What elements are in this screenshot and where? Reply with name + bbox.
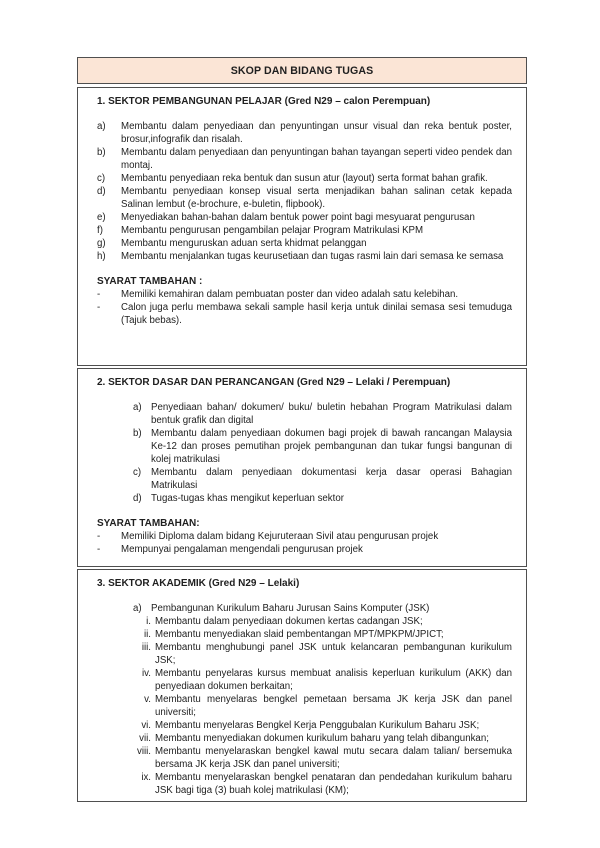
list-item bbox=[97, 250, 512, 263]
list-item-text: Membantu dalam penyediaan dokumentasi kerja dasar operasi Bahagian Matrikulasi bbox=[151, 467, 512, 491]
sublist-item-text: Membantu menyelaraskan bengkel kawal mutu secara dalam talian/ bersemuka bersama JK kerja JSK dan panel universiti; bbox=[155, 746, 512, 770]
sublist-item bbox=[133, 771, 512, 797]
list-marker: a) bbox=[133, 402, 142, 413]
sublist-item bbox=[133, 615, 512, 628]
sublist-item bbox=[133, 719, 512, 732]
list-item bbox=[133, 427, 512, 466]
task-list bbox=[97, 120, 512, 263]
additional-requirements-title: SYARAT TAMBAHAN : bbox=[97, 276, 203, 287]
requirement-item-text: Mempunyai pengalaman mengendali pengurusan projek bbox=[121, 544, 363, 555]
list-item-text: Membantu menguruskan aduan serta khidmat pelanggan bbox=[121, 238, 367, 249]
requirement-item bbox=[97, 543, 512, 556]
sublist-item-text: Membantu penyelaras kursus membuat analisis keperluan kurikulum (AKK) dan penyediaan dokumen berkaitan; bbox=[155, 668, 512, 692]
section-1 bbox=[77, 87, 527, 366]
sublist-marker: v. bbox=[144, 694, 151, 705]
section-title: 2. SEKTOR DASAR DAN PERANCANGAN (Gred N29 – Lelaki / Perempuan) bbox=[97, 377, 451, 388]
requirement-item bbox=[97, 301, 512, 327]
table-body bbox=[77, 87, 527, 802]
sublist-item bbox=[133, 667, 512, 693]
list-item bbox=[97, 172, 512, 185]
sublist-item bbox=[133, 732, 512, 745]
sublist-item-text: Membantu menghubungi panel JSK untuk kelancaran pembangunan kurikulum JSK; bbox=[155, 642, 512, 666]
sublist-item-text: Membantu menyediakan dokumen kurikulum baharu yang telah dibangunkan; bbox=[155, 733, 489, 744]
sublist-marker: ix. bbox=[141, 772, 151, 783]
sublist-item bbox=[133, 693, 512, 719]
table-title: SKOP DAN BIDANG TUGAS bbox=[230, 64, 374, 77]
dash-marker: - bbox=[97, 544, 101, 555]
sublist-marker: iv. bbox=[142, 668, 151, 679]
task-list bbox=[133, 401, 512, 505]
list-marker: b) bbox=[97, 147, 106, 158]
list-item-text: Menyediakan bahan-bahan dalam bentuk power point bagi mesyuarat pengurusan bbox=[121, 212, 475, 223]
list-item bbox=[133, 492, 512, 505]
requirement-item-text: Calon juga perlu membawa sekali sample hasil kerja untuk dinilai semasa sesi temuduga (Tajuk bebas). bbox=[121, 302, 512, 326]
sublist-marker: vi. bbox=[141, 720, 151, 731]
task-list bbox=[133, 602, 512, 797]
sublist-item-text: Membantu menyediakan slaid pembentangan MPT/MPKPM/JPICT; bbox=[155, 629, 444, 640]
list-item-text: Membantu menjalankan tugas keurusetiaan dan tugas rasmi lain dari semasa ke semasa bbox=[121, 251, 504, 262]
list-item bbox=[97, 211, 512, 224]
sublist-item-text: Membantu menyelaras bengkel pemetaan bersama JK kerja JSK dan panel universiti; bbox=[155, 694, 512, 718]
section-title: 3. SEKTOR AKADEMIK (Gred N29 – Lelaki) bbox=[97, 578, 300, 589]
list-item bbox=[97, 224, 512, 237]
list-item-text: Membantu penyediaan konsep visual serta menjadikan bahan salinan cetak kepada Salinan lembut (e-brochure, e-buletin, flipbook). bbox=[121, 186, 512, 210]
list-item-text: Membantu dalam penyediaan dokumen bagi projek di bawah rancangan Malaysia Ke-12 dan proses pemutihan projek pembangunan dan tukar fungsi bangunan di kolej matrikulasi bbox=[151, 428, 512, 465]
sublist-item-text: Membantu menyelaras Bengkel Kerja Penggubalan Kurikulum Baharu JSK; bbox=[155, 720, 480, 731]
requirement-item bbox=[97, 530, 512, 543]
list-item bbox=[133, 602, 512, 615]
list-item bbox=[97, 237, 512, 250]
list-marker: f) bbox=[97, 225, 103, 236]
sublist-marker: vii. bbox=[139, 733, 151, 744]
list-item-text: Penyediaan bahan/ dokumen/ buku/ buletin hebahan Program Matrikulasi dalam bentuk grafik dan digital bbox=[151, 402, 512, 426]
section-2 bbox=[77, 368, 527, 567]
list-marker: c) bbox=[133, 467, 142, 478]
list-item-text: Pembangunan Kurikulum Baharu Jurusan Sains Komputer (JSK) bbox=[151, 603, 430, 614]
list-item-text: Membantu dalam penyediaan dan penyuntingan bahan tayangan seperti video pendek dan montaj. bbox=[121, 147, 512, 171]
requirement-item-text: Memiliki Diploma dalam bidang Kejuruteraan Sivil atau pengurusan projek bbox=[121, 531, 439, 542]
list-marker: h) bbox=[97, 251, 106, 262]
sublist-item-text: Membantu dalam penyediaan dokumen kertas cadangan JSK; bbox=[155, 616, 423, 627]
requirement-item bbox=[97, 288, 512, 301]
list-item-text: Membantu penyediaan reka bentuk dan susun atur (layout) serta format bahan grafik. bbox=[121, 173, 488, 184]
requirements-list bbox=[97, 530, 512, 556]
sublist-marker: i. bbox=[146, 616, 151, 627]
list-item bbox=[133, 466, 512, 492]
sublist-marker: ii. bbox=[144, 629, 151, 640]
requirements-list bbox=[97, 288, 512, 327]
dash-marker: - bbox=[97, 289, 101, 300]
list-item bbox=[97, 146, 512, 172]
scope-table bbox=[77, 57, 527, 802]
list-marker: d) bbox=[97, 186, 106, 197]
list-item-text: Membantu pengurusan pengambilan pelajar Program Matrikulasi KPM bbox=[121, 225, 424, 236]
sublist-item bbox=[133, 628, 512, 641]
dash-marker: - bbox=[97, 302, 101, 313]
list-marker: a) bbox=[97, 121, 106, 132]
table-header-row bbox=[77, 57, 527, 84]
list-item bbox=[133, 401, 512, 427]
subtask-list bbox=[133, 615, 512, 797]
sublist-item-text: Membantu menyelaraskan bengkel penataran dan pendedahan kurikulum baharu JSK bagi tiga (3) buah kolej matrikulasi (KM); bbox=[155, 772, 512, 796]
list-marker: g) bbox=[97, 238, 106, 249]
section-title: 1. SEKTOR PEMBANGUNAN PELAJAR (Gred N29 – calon Perempuan) bbox=[97, 96, 431, 107]
sublist-item bbox=[133, 745, 512, 771]
dash-marker: - bbox=[97, 531, 101, 542]
requirement-item-text: Memiliki kemahiran dalam pembuatan poster dan video adalah satu kelebihan. bbox=[121, 289, 459, 300]
list-item bbox=[97, 120, 512, 146]
sublist-item bbox=[133, 641, 512, 667]
additional-requirements-title: SYARAT TAMBAHAN: bbox=[97, 518, 200, 529]
list-marker: a) bbox=[133, 603, 142, 614]
list-marker: c) bbox=[97, 173, 106, 184]
list-marker: d) bbox=[133, 493, 142, 504]
list-marker: b) bbox=[133, 428, 142, 439]
sublist-marker: iii. bbox=[141, 642, 151, 653]
section-3 bbox=[77, 569, 527, 802]
sublist-marker: viii. bbox=[137, 746, 151, 757]
list-marker: e) bbox=[97, 212, 106, 223]
list-item-text: Membantu dalam penyediaan dan penyuntingan unsur visual dan reka bentuk poster, brosur,infografik dan risalah. bbox=[121, 121, 512, 145]
list-item-text: Tugas-tugas khas mengikut keperluan sektor bbox=[151, 493, 344, 504]
list-item bbox=[97, 185, 512, 211]
